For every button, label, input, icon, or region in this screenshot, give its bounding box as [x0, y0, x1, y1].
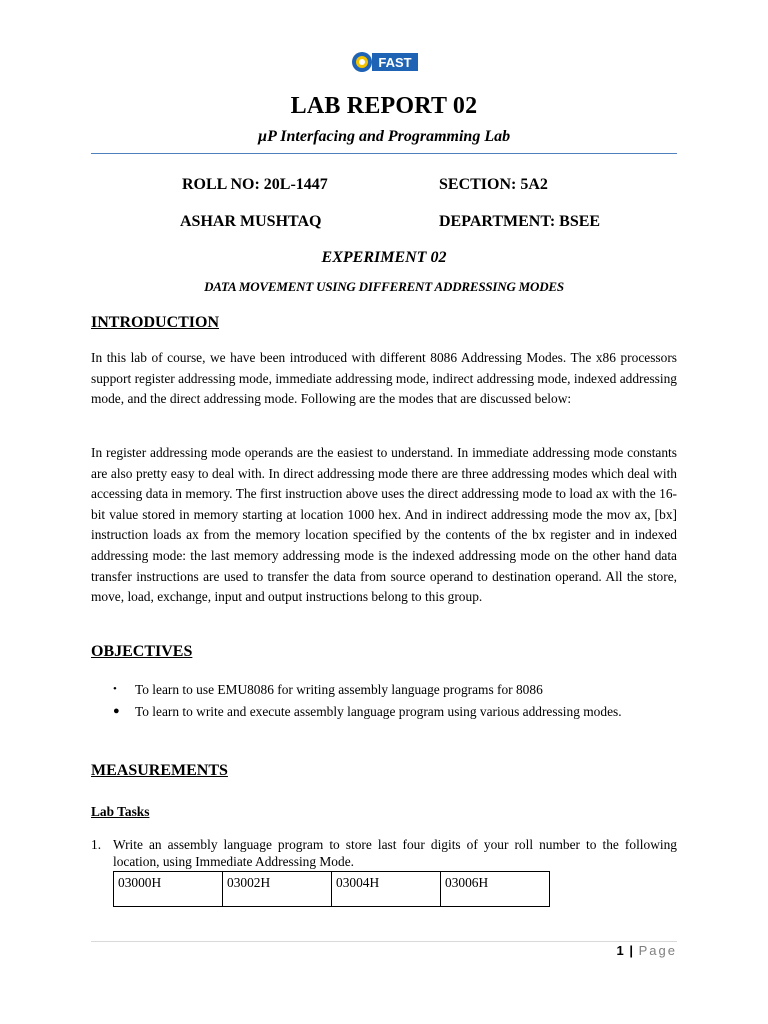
experiment-title: EXPERIMENT 02 — [321, 249, 447, 266]
task-text: Write an assembly language program to store last four digits of your roll number to the following location, using Immediate Addressing Mode. — [113, 837, 677, 869]
list-item: • To learn to use EMU8086 for writing assembly language programs for 8086 — [91, 679, 677, 701]
report-title: LAB REPORT 02 — [290, 93, 478, 119]
address-table — [113, 871, 550, 907]
list-item: ● To learn to write and execute assembly language program using various addressing modes. — [91, 701, 677, 723]
page-footer — [617, 943, 678, 958]
department: DEPARTMENT: BSEE — [439, 213, 601, 230]
bullet-icon: • — [113, 683, 117, 695]
table-cell: 03004H — [332, 872, 441, 907]
table-row — [114, 872, 550, 907]
objectives-heading: OBJECTIVES — [91, 643, 193, 660]
report-subtitle: µP Interfacing and Programming Lab — [257, 128, 511, 145]
logo-text: FAST — [378, 55, 412, 70]
section: SECTION: 5A2 — [439, 176, 548, 193]
footer-divider — [91, 941, 677, 942]
introduction-heading: INTRODUCTION — [91, 314, 220, 331]
experiment-subtitle: DATA MOVEMENT USING DIFFERENT ADDRESSING MODES — [204, 279, 564, 294]
student-name: ASHAR MUSHTAQ — [180, 213, 322, 230]
objectives-list — [91, 679, 677, 722]
header-divider — [91, 153, 677, 154]
task-number: 1. — [91, 837, 102, 852]
bullet-icon: ● — [113, 704, 120, 717]
intro-paragraph-1: In this lab of course, we have been introduced with different 8086 Addressing Modes. The x86 processors support register addressing mode, immediate addressing mode, indirect addressing mode, indexed addressing mode, and the direct addressing mode. Following are the modes that are discussed below: — [91, 350, 677, 407]
page-number: 1 — [616, 943, 624, 958]
fast-logo — [350, 49, 420, 75]
footer-separator: | — [629, 943, 633, 958]
page-label: Page — [638, 943, 677, 958]
table-cell: 03002H — [223, 872, 332, 907]
lab-tasks-heading: Lab Tasks — [91, 804, 150, 819]
measurements-heading: MEASUREMENTS — [91, 762, 228, 779]
table-cell: 03000H — [114, 872, 223, 907]
roll-number: ROLL NO: 20L-1447 — [182, 176, 328, 193]
task-1 — [91, 836, 677, 870]
intro-paragraph-2: In register addressing mode operands are the easiest to understand. In immediate addressing mode constants are also pretty easy to deal with. In direct addressing mode there are three addressing modes which deal with accessing data in memory. The first instruction above uses the direct addressing mode to load ax with the 16-bit value stored in memory starting at location 1000 hex. And in indirect addressing mode the mov ax, [bx] instruction loads ax from the memory location specified by the contents of the bx register and in indexed addressing mode: the last memory addressing mode is the indexed addressing mode on the other hand data transfer instructions are used to transfer the data from source operand to destination operand. All the store, move, load, exchange, input and output instructions belong to this group. — [91, 445, 677, 605]
table-cell: 03006H — [441, 872, 550, 907]
